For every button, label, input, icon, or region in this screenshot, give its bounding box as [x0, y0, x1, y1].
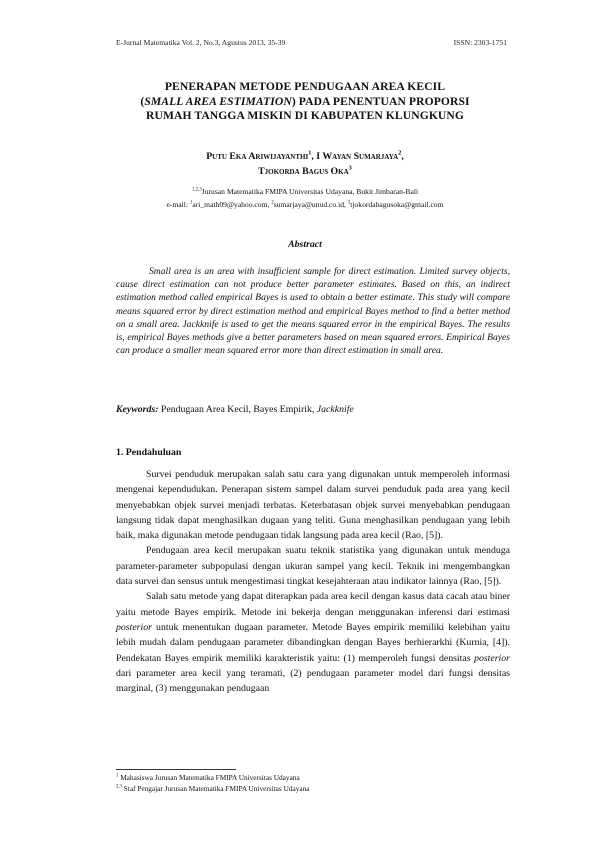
paragraph-3-part-c: dari parameter area kecil yang teramati, (2) pendugaan parameter model dari fungsi densitas marginal, (3) menggunakan pendugaan — [116, 667, 510, 695]
author-1-sup: 1 — [308, 149, 312, 157]
keywords-label: Keywords: — [116, 404, 159, 415]
email-3-sup: 3 — [347, 199, 351, 205]
footnotes — [116, 773, 310, 794]
title-line-2-rest: PADA PENENTUAN PROPORSI — [295, 94, 470, 108]
email-label: e-mail: — [166, 199, 190, 209]
email-line — [100, 199, 510, 212]
author-3-sup: 3 — [348, 164, 352, 172]
footnote-1 — [116, 773, 310, 784]
paper-title — [100, 80, 510, 124]
author-3: Tjokorda Bagus Oka — [258, 166, 349, 177]
footnote-1-text: Mahasiswa Jurusan Matematika FMIPA Universitas Udayana — [118, 773, 300, 782]
paragraph-1: Survei penduduk merupakan salah satu cara yang digunakan untuk memperoleh informasi mengenai kependudukan. Penerapan sistem sampel dalam survei penduduk pada area yang kecil menyebabkan objek survei menjadi terbatas. Keterbatasan objek survei menyebabkan pendugaan langsung tidak dapat menghasilkan dugaan yang teliti. Guna menghasilkan pendugaan yang lebih baik, maka digunakan metode pendugaan tidak langsung pada area kecil (Rao, [5]). — [116, 469, 510, 542]
title-line-1: PENERAPAN METODE PENDUGAAN AREA KECIL — [164, 80, 446, 93]
title-italic: SMALL AREA ESTIMATION — [144, 94, 292, 108]
author-2-sup: 2 — [398, 149, 402, 157]
email-1-sup: 1 — [189, 199, 193, 205]
abstract-heading: Abstract — [288, 239, 322, 250]
section-body — [116, 467, 510, 696]
journal-header: E-Jurnal Matematika Vol. 2, No.3, Agustus 2013, 35-39 — [116, 38, 286, 47]
section-heading: 1. Pendahuluan — [116, 447, 182, 458]
footnote-2 — [116, 784, 310, 795]
footnote-1-sup: 1 — [116, 773, 119, 779]
affiliation — [100, 186, 510, 211]
paragraph-3-part-b: untuk menentukan dugaan parameter. Metode Bayes empirik memiliki kelebihan yaitu lebih mudah dalam pendugaan parameter dibandingkan dengan Bayes berhierarkhi (Kurnia, [4]). Pendekatan Bayes empirik memiliki karakteristik yaitu: (1) memperoleh fungsi densitas — [116, 621, 510, 664]
keywords-italic: Jackknife — [316, 404, 354, 415]
title-line-2: (SMALL AREA ESTIMATION) PADA PENENTUAN PROPORSI — [140, 94, 470, 108]
footnote-2-text: Staf Pengajar Jurusan Matematika FMIPA Universitas Udayana — [121, 783, 310, 793]
author-1: Putu Eka Ariwijayanthi — [206, 151, 309, 162]
issn-header: ISSN: 2303-1751 — [453, 38, 507, 47]
affiliation-text: Jurusan Matematika FMIPA Universitas Udayana, Bukit Jimbaran-Bali — [201, 187, 419, 196]
author-list — [100, 149, 510, 179]
abstract-text: Small area is an area with insufficient sample for direct estimation. Limited survey objects, cause direct estimation can not produce better parameter estimates. Based on this, an indirect estimation method called empirical Bayes is used to obtain a better estimate. This study will compare means squared error by direct estimation method and empirical Bayes method to find a better method on a small area. Jackknife is used to get the means squared error in the empirical Bayes. The results is, empirical Bayes methods give a better parameters based on mean squared errors. Empirical Bayes can produce a smaller mean squared error more than direct estimation in small area. — [116, 266, 510, 357]
footnote-2-sup: 2,3 — [116, 784, 122, 790]
affiliation-sup: 1,2,3 — [191, 187, 202, 193]
affiliation-line — [100, 186, 510, 199]
keywords-text: Pendugaan Area Kecil, Bayes Empirik, — [158, 404, 317, 415]
email-1[interactable]: ari_math09@yahoo.com, — [192, 199, 272, 209]
author-2: I Wayan Sumarjaya — [316, 151, 399, 162]
email-2[interactable]: sumarjaya@unud.co.id, — [273, 199, 348, 209]
authors-line-1: Putu Eka Ariwijayanthi$^1$, I Wayan Sumarjaya$^2$, — [206, 149, 404, 162]
paragraph-3-part-a: Salah satu metode yang dapat diterapkan pada area kecil dengan kasus data cacah atau biner yaitu metode Bayes empirik. Metode ini bekerja dengan menggunakan inferensi dari estimasi — [116, 591, 510, 618]
authors-line-2 — [100, 164, 510, 179]
paragraph-2: Pendugaan area kecil merupakan suatu teknik statistika yang digunakan untuk menduga parameter-parameter subpopulasi dengan ukuran sampel yang kecil. Teknik ini mengembangkan data survei dan sensus untuk mengestimasi tingkat kesejahteraan atau indikator lainnya (Rao, [5]). — [116, 545, 510, 588]
email-3[interactable]: tjokordabagusoka@gmail.com — [350, 199, 444, 209]
title-line-3: RUMAH TANGGA MISKIN DI KABUPATEN KLUNGKUNG — [146, 109, 464, 122]
paragraph-3 — [116, 589, 510, 696]
paragraph-3-italic-1: posterior — [116, 621, 152, 633]
keywords-line — [116, 404, 510, 415]
footnote-rule — [116, 769, 236, 770]
paragraph-3-italic-2: posterior — [474, 652, 510, 664]
email-2-sup: 2 — [271, 199, 274, 205]
